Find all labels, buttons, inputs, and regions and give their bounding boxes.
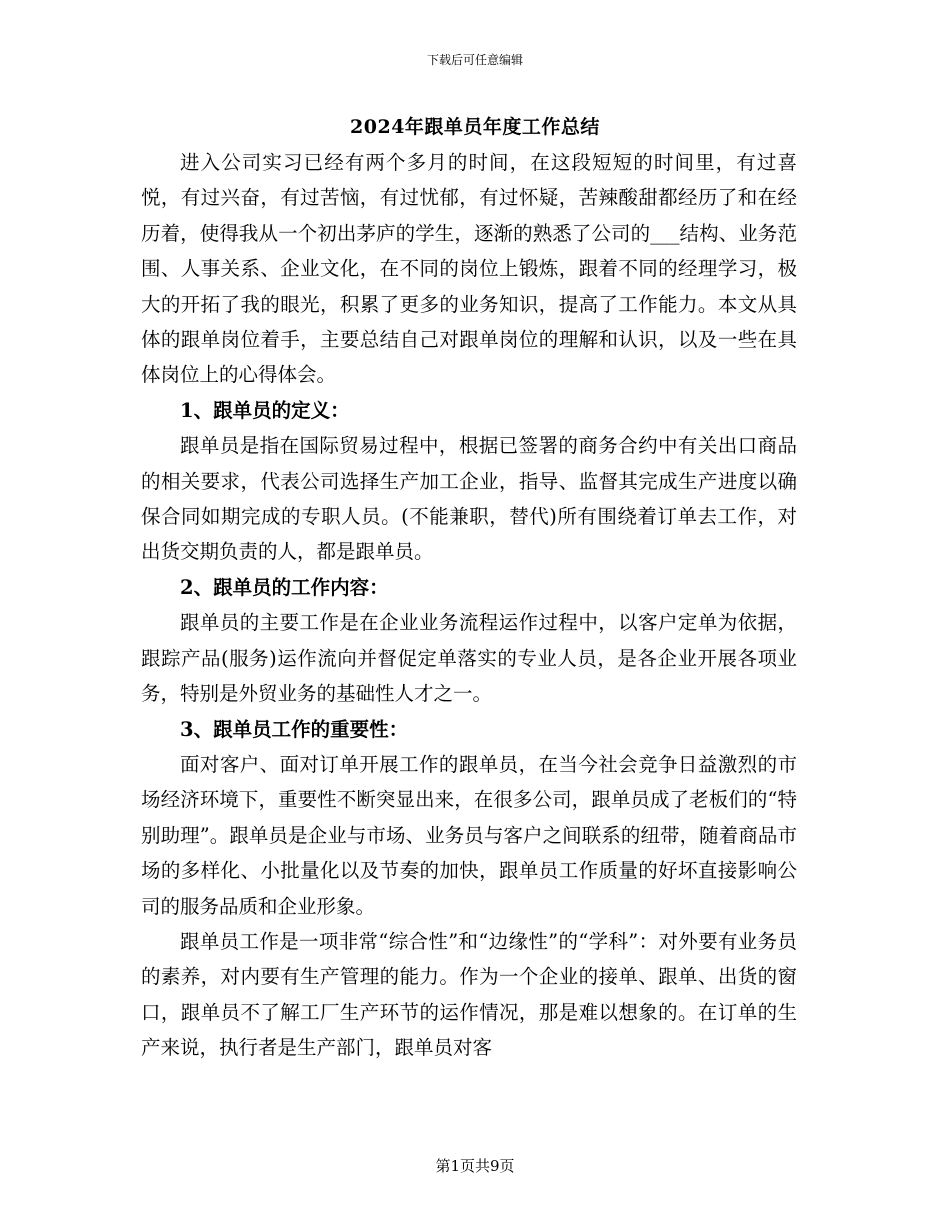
section-paragraph-importance-1: 面对客户、面对订单开展工作的跟单员，在当今社会竞争日益激烈的市场经济环境下，重要性不断突显出来，在很多公司，跟单员成了老板们的“特别助理”。跟单员是企业与市场、业务员与客户之间联系的纽带，随着商品市场的多样化、小批量化以及节奏的加快，跟单员工作质量的好坏直接影响公司的服务品质和企业形象。 xyxy=(141,752,797,918)
section-paragraph-work-content: 跟单员的主要工作是在企业业务流程运作过程中，以客户定单为依据，跟踪产品(服务)运作流向并督促定单落实的专业人员，是各企业开展各项业务，特别是外贸业务的基础性人才之一。 xyxy=(141,611,797,706)
section-heading-definition: 1、跟单员的定义： xyxy=(180,398,350,422)
section-heading-work-content: 2、跟单员的工作内容： xyxy=(180,575,389,599)
page-header-note: 下载后可任意编辑 xyxy=(426,53,523,67)
intro-paragraph: 进入公司实习已经有两个多月的时间，在这段短短的时间里，有过喜悦，有过兴奋，有过苦恼，有过忧郁，有过怀疑，苦辣酸甜都经历了和在经历着，使得我从一个初出茅庐的学生，逐渐的熟悉了公司的___结构、业务范围、人事关系、企业文化，在不同的岗位上锻炼，跟着不同的经理学习，极大的开拓了我的眼光，积累了更多的业务知识，提高了工作能力。本文从具体的跟单岗位着手，主要总结自己对跟单岗位的理解和认识，以及一些在具体岗位上的心得体会。 xyxy=(141,151,797,387)
page-number-footer: 第1页共9页 xyxy=(435,1157,515,1175)
section-heading-importance: 3、跟单员工作的重要性： xyxy=(180,717,409,741)
document-title: 2024年跟单员年度工作总结 xyxy=(350,116,600,138)
section-paragraph-importance-2: 跟单员工作是一项非常“综合性”和“边缘性”的“学科”：对外要有业务员的素养，对内要有生产管理的能力。作为一个企业的接单、跟单、出货的窗口，跟单员不了解工厂生产环节的运作情况，那是难以想象的。在订单的生产来说，执行者是生产部门，跟单员对客 xyxy=(141,929,797,1060)
section-paragraph-definition: 跟单员是指在国际贸易过程中，根据已签署的商务合约中有关出口商品的相关要求，代表公司选择生产加工企业，指导、监督其完成生产进度以确保合同如期完成的专职人员。(不能兼职，替代)所有围绕着订单去工作，对出货交期负责的人，都是跟单员。 xyxy=(141,434,797,564)
document-body xyxy=(141,145,797,1066)
